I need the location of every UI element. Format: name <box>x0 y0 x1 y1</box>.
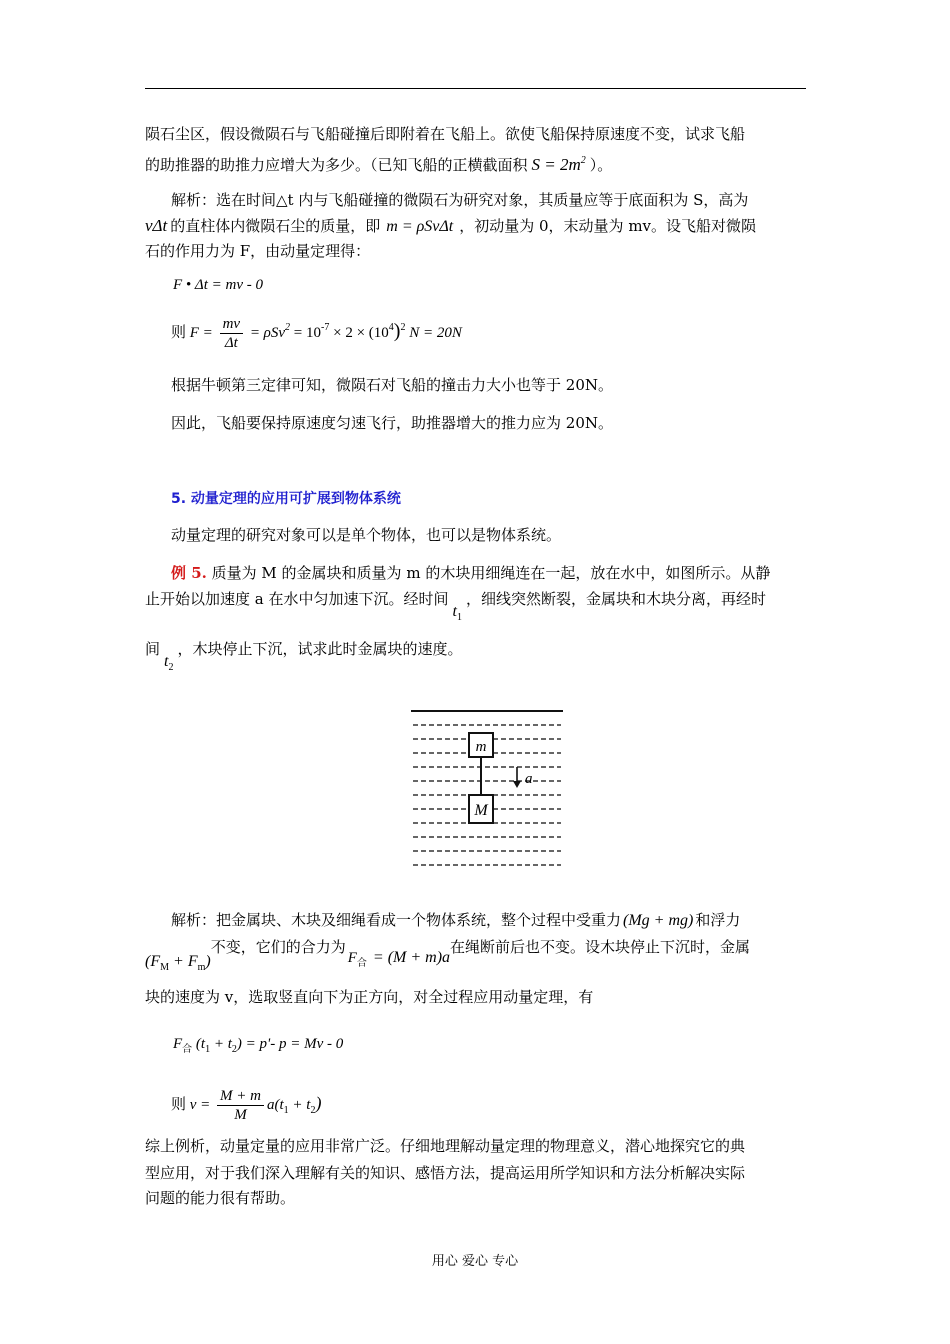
equation-momentum: F • Δt = mv - 0 <box>173 277 263 293</box>
page-footer: 用心 爱心 专心 <box>431 1254 519 1269</box>
paragraph-line: 动量定理的研究对象可以是单个物体，也可以是物体系统。 <box>171 526 562 544</box>
paragraph-line: vΔt 的直柱体内微陨石尘的质量，即 m = ρSvΔt ，初动量为 0，末动量为 mv。设飞船对微陨 <box>145 216 757 235</box>
paragraph-line: 综上例析，动量定量的应用非常广泛。仔细地理解动量定理的物理意义，潜心地探究它的典 <box>145 1137 746 1155</box>
area-formula: $S = 2m^2$ <box>531 155 586 174</box>
paragraph-line: 解析：把金属块、木块及细绳看成一个物体系统，整个过程中受重力 (Mg + mg) 和浮力 <box>171 911 741 929</box>
example-line: 止开始以加速度 a 在水中匀加速下沉。经时间$t_1$，细线突然断裂，金属块和木块分离，再经时 <box>145 590 766 623</box>
paragraph-line: 因此，飞船要保持原速度匀速飞行，助推器增大的推力应为 20N。 <box>171 414 613 432</box>
equation-force: 则 F = $\frac{mv}{\Delta t}$ = $\rho Sv^2 = 10^{-7} \times 2 \times (10^4)^2$ N = 20N <box>171 316 462 351</box>
example-line: 间$t_2$，木块停止下沉，试求此时金属块的速度。 <box>145 640 463 673</box>
paragraph-line: 块的速度为 v，选取竖直向下为正方向，对全过程应用动量定理，有 <box>145 988 594 1006</box>
fraction: $\frac{mv}{\Delta t}$ <box>220 315 244 352</box>
paragraph-line: 问题的能力很有帮助。 <box>145 1189 296 1207</box>
equation-velocity: 则 v = $\frac{M + m}{M}$ $a(t_1 + t_2)$ <box>171 1088 322 1123</box>
paragraph-line: 型应用，对于我们深入理解有关的知识、感悟方法，提高运用所学知识和方法分析解决实际 <box>145 1164 746 1182</box>
example-line: 例 5. 质量为 M 的金属块和质量为 m 的木块用细绳连在一起，放在水中，如图所示。从静 <box>171 564 771 582</box>
paragraph-line: 的助推器的助推力应增大为多少。（已知飞船的正横截面积 $S = 2m^2$ ）。 <box>145 155 613 174</box>
acceleration-label: a <box>525 771 533 787</box>
fraction: $\frac{M + m}{M}$ <box>217 1087 264 1124</box>
paragraph-line: 解析：选在时间△t 内与飞船碰撞的微陨石为研究对象，其质量应等于底面积为 S，高为 <box>171 191 749 209</box>
wood-label: m <box>475 739 487 755</box>
metal-label: M <box>474 802 488 819</box>
arrow-down-icon <box>513 781 521 788</box>
header-rule <box>145 88 806 89</box>
paragraph-line: 陨石尘区，假设微陨石与飞船碰撞后即附着在飞船上。欲使飞船保持原速度不变，试求飞船 <box>145 125 746 143</box>
paragraph-line: 根据牛顿第三定律可知，微陨石对飞船的撞击力大小也等于 20N。 <box>171 376 613 394</box>
equation-system: $F_合$ $(t_1 + t_2) = p'-$ p = Mv - 0 <box>173 1036 344 1055</box>
paragraph-line: $(F_M + F_m)$不变，它们的合力为$F_合 = (M + m)a$在绳断前后也不变。设木块停止下沉时，金属 <box>145 938 751 973</box>
water-diagram <box>405 703 567 871</box>
paragraph-line: 石的作用力为 F，由动量定理得： <box>145 242 371 260</box>
section-heading: 5. 动量定理的应用可扩展到物体系统 <box>171 491 401 507</box>
